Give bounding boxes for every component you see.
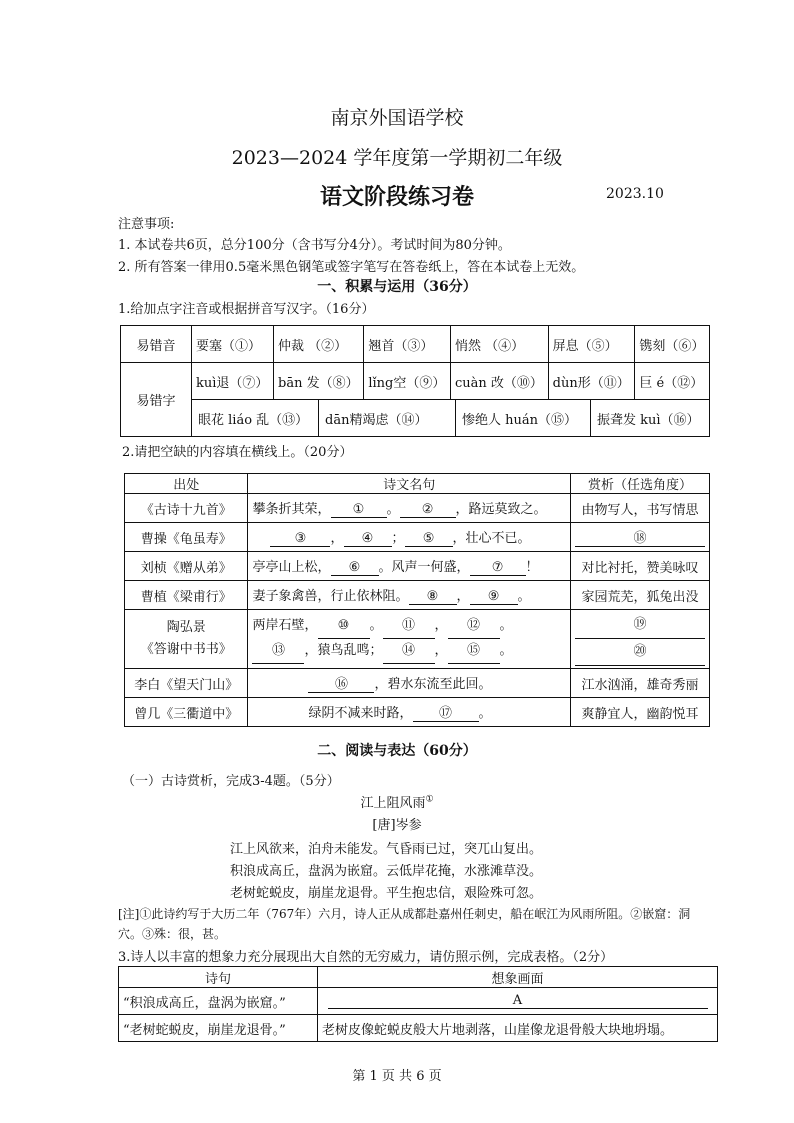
blank: ⑰	[413, 702, 479, 722]
poem-line-cell: “积浪成高丘，盘涡为嵌窟。”	[119, 988, 318, 1015]
blank: ⑦	[470, 560, 526, 576]
answer-cell	[318, 988, 718, 1015]
char-row-2	[121, 400, 710, 437]
poem-author: [唐]岑参	[372, 818, 422, 833]
pronunciation-table	[120, 325, 710, 437]
blank: ①	[331, 502, 387, 518]
blank: ⑬	[252, 639, 304, 664]
pron-item: 要塞（①）	[192, 326, 274, 363]
answer-cell: 老树皮像蛇蜕皮般大片地剥落，山崖像龙退骨般大块地坍塌。	[318, 1015, 718, 1042]
lines-cell: 攀条折其荣， ① 。 ② ，路远莫致之。	[248, 494, 571, 523]
analysis-cell: 江水汹涌，雄奇秀丽	[571, 669, 710, 698]
poem-note-line-1: [注]①此诗约写于大历二年（767年）六月，诗人正从成都赴嘉州任刺史，船在岷江为风雨所阻。②嵌窟：洞	[118, 907, 691, 921]
table-header-row	[119, 967, 718, 988]
term-title: 2023—2024 学年度第一学期初二年级	[231, 147, 563, 169]
blank: ⑩	[318, 614, 370, 639]
poem-note-line-2: 穴。③殊：很，甚。	[118, 927, 227, 941]
imagery-table	[118, 966, 718, 1042]
lines-cell: ⑯ ，碧水东流至此回。	[248, 669, 571, 698]
char-item: lǐng空（⑨）	[364, 363, 451, 400]
answer-blank: A	[328, 993, 708, 1009]
notes-item-1: 1. 本试卷共6页，总分100分（含书写分4分）。考试时间为80分钟。	[118, 238, 511, 253]
blank: ⑲	[575, 612, 705, 639]
col-header-imagery: 想象画面	[318, 967, 718, 988]
lines-cell: 妻子象禽兽，行止依林阻。 ⑧ ， ⑨ 。	[248, 581, 571, 610]
source-cell: 刘桢《赠从弟》	[125, 552, 248, 581]
table-row	[125, 581, 710, 610]
blank: ⑭	[383, 639, 435, 664]
page-footer: 第 1 页 共 6 页	[352, 1069, 442, 1084]
blank: ⑤	[405, 531, 453, 547]
lines-cell: ③ ， ④ ； ⑤ ，壮心不已。	[248, 523, 571, 552]
poetry-fill-table	[124, 473, 710, 727]
col-header-source: 出处	[125, 474, 248, 494]
col-header-line: 诗句	[119, 967, 318, 988]
pron-item: 翘首（③）	[364, 326, 451, 363]
blank: ⑯	[308, 673, 374, 693]
lines-cell: 绿阴不减来时路， ⑰ 。	[248, 698, 571, 727]
char-item: bān 发（⑧）	[274, 363, 364, 400]
question-3: 3.诗人以丰富的想象力充分展现出大自然的无穷威力，请仿照示例，完成表格。（2分）	[118, 950, 614, 965]
source-cell: 曹操《龟虽寿》	[125, 523, 248, 552]
question-1: 1.给加点字注音或根据拼音写汉字。（16分）	[118, 302, 375, 317]
char-item: 振聋发 kuì（⑯）	[597, 412, 700, 428]
pron-row	[121, 326, 710, 363]
notes-item-2: 2. 所有答案一律用0.5毫米黑色钢笔或签字笔写在答卷纸上，答在本试卷上无效。	[118, 260, 585, 275]
section1-title: 一、积累与运用（36分）	[317, 279, 477, 295]
analysis-cell: 由物写人，书写情思	[571, 494, 710, 523]
source-cell: 李白《望天门山》	[125, 669, 248, 698]
blank: ⑮	[448, 639, 500, 664]
table-row	[125, 610, 710, 669]
blank: ⑧	[409, 589, 457, 605]
char-item: dān精竭虑（⑭）	[319, 400, 456, 436]
blank: ⑨	[470, 589, 518, 605]
table-row	[125, 494, 710, 523]
section2-title: 二、阅读与表达（60分）	[317, 743, 477, 759]
blank: ⑥	[331, 560, 379, 576]
pron-item: 镌刻（⑥）	[635, 326, 710, 363]
exam-title: 语文阶段练习卷	[319, 184, 474, 210]
char-row-1	[121, 363, 710, 400]
school-name: 南京外国语学校	[330, 107, 464, 129]
source-cell: 曾几《三衢道中》	[125, 698, 248, 727]
analysis-cell: 爽静宜人，幽韵悦耳	[571, 698, 710, 727]
char-item: 巨 é（⑫）	[635, 363, 710, 400]
table-row	[119, 1015, 718, 1042]
analysis-cell	[571, 610, 710, 669]
blank: ②	[400, 502, 456, 518]
source-cell: 《古诗十九首》	[125, 494, 248, 523]
analysis-cell	[571, 523, 710, 552]
table-row	[125, 669, 710, 698]
pron-item: 悄然 （④）	[450, 326, 548, 363]
char-item: cuàn 改（⑩）	[450, 363, 548, 400]
source-cell: 曹植《梁甫行》	[125, 581, 248, 610]
poem-line-3: 老树蛇蜕皮，崩崖龙退骨。平生抱忠信，艰险殊可忽。	[230, 886, 543, 901]
analysis-cell: 家园荒芜，狐兔出没	[571, 581, 710, 610]
lines-cell: 两岸石壁， ⑩ 。 ⑪ ， ⑫ 。 ⑬ ，猿鸟乱鸣； ⑭ ， ⑮ 。	[248, 610, 571, 669]
pron-label: 易错音	[121, 326, 192, 363]
char-item: 眼花 liáo 乱（⑬）	[192, 400, 319, 436]
char-item: 惨绝人 huán（⑮）	[456, 400, 591, 436]
table-row	[125, 523, 710, 552]
source-cell: 陶弘景 《答谢中书书》	[125, 610, 248, 669]
col-header-analysis: 赏析（任选角度）	[571, 474, 710, 494]
col-header-lines: 诗文名句	[248, 474, 571, 494]
table-row	[125, 698, 710, 727]
part1-title: （一）古诗赏析，完成3-4题。（5分）	[122, 774, 340, 789]
question-2: 2.请把空缺的内容填在横线上。（20分）	[122, 445, 353, 460]
poem-line-2: 积浪成高丘，盘涡为嵌窟。云低岸花掩，水涨滩草没。	[230, 864, 543, 879]
blank: ⑱	[575, 527, 705, 547]
pron-item: 屏息（⑤）	[548, 326, 635, 363]
char-item: kuì退（⑦）	[192, 363, 274, 400]
table-row	[119, 988, 718, 1015]
char-item: dùn形（⑪）	[548, 363, 635, 400]
table-row	[125, 552, 710, 581]
poem-title: 江上阻风雨①	[360, 794, 434, 811]
table-header-row	[125, 474, 710, 494]
lines-cell: 亭亭山上松， ⑥ 。风声一何盛， ⑦ ！	[248, 552, 571, 581]
blank: ④	[344, 531, 392, 547]
analysis-cell: 对比衬托，赞美咏叹	[571, 552, 710, 581]
notes-title: 注意事项:	[118, 217, 175, 232]
blank: ⑫	[448, 614, 500, 639]
poem-line-1: 江上风欲来，泊舟未能发。气昏雨已过，突兀山复出。	[230, 842, 543, 857]
char-label: 易错字	[121, 363, 192, 437]
blank: ⑪	[383, 614, 435, 639]
exam-date: 2023.10	[606, 186, 664, 202]
blank: ③	[270, 531, 330, 547]
poem-line-cell: “老树蛇蜕皮，崩崖龙退骨。”	[119, 1015, 318, 1042]
pron-item: 仲裁 （②）	[274, 326, 364, 363]
blank: ⑳	[575, 639, 705, 666]
